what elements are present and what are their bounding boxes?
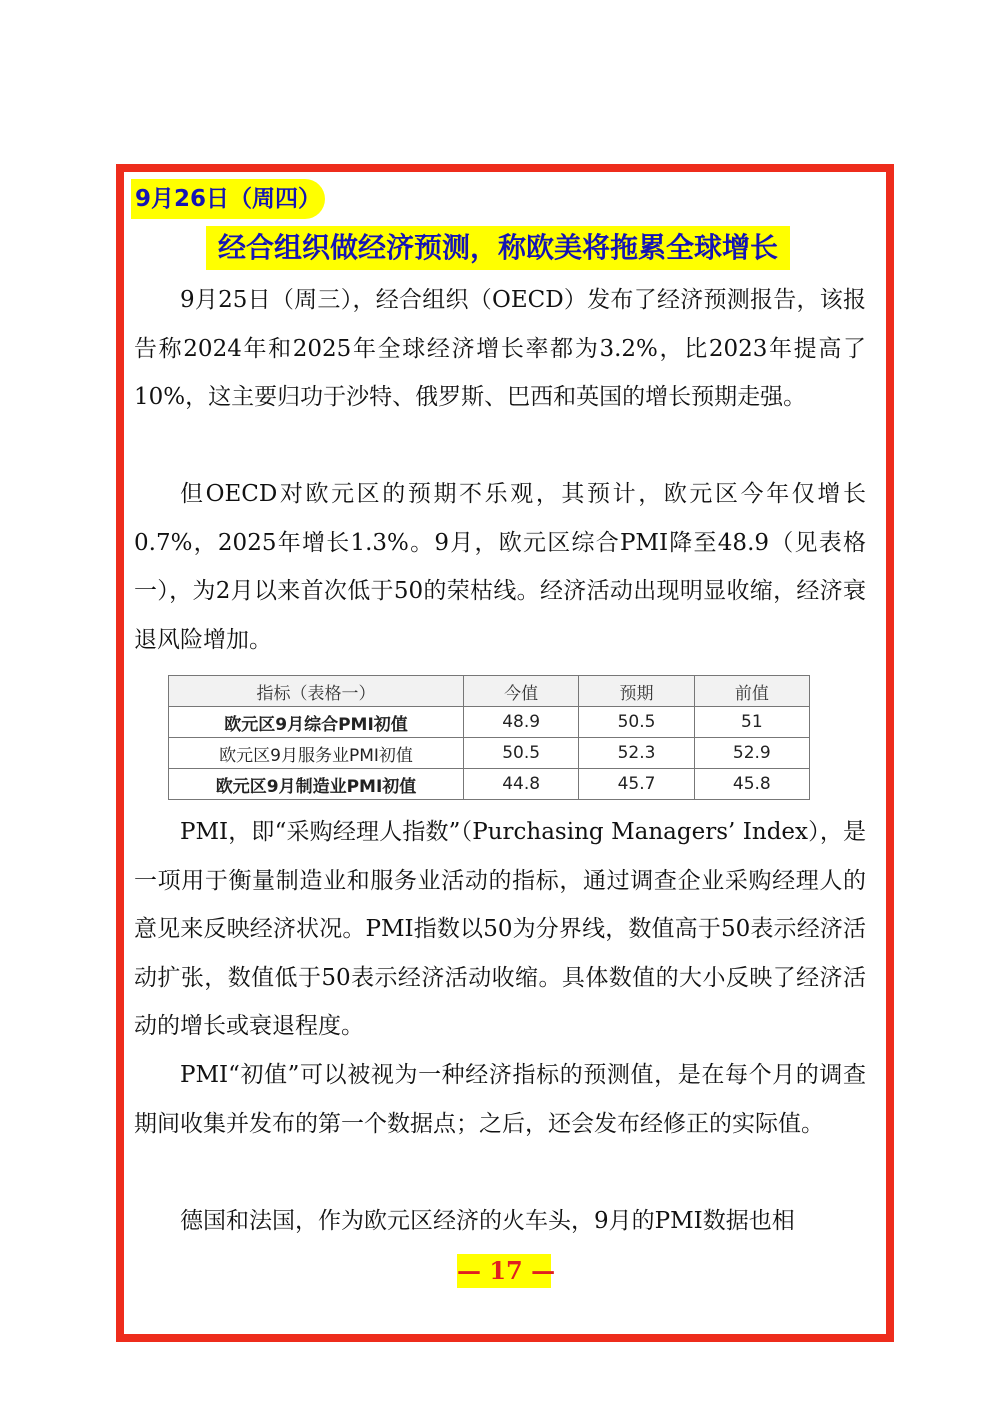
article-title: 经合组织做经济预测，称欧美将拖累全球增长 bbox=[206, 226, 790, 270]
pmi-table bbox=[168, 675, 810, 800]
table-cell-forecast: 50.5 bbox=[579, 707, 694, 738]
table-cell-previous: 45.8 bbox=[694, 769, 809, 800]
page-number: — 17 — bbox=[457, 1254, 551, 1288]
table-cell-indicator: 欧元区9月服务业PMI初值 bbox=[169, 738, 464, 769]
paragraph-eurozone-outlook: 但OECD对欧元区的预期不乐观，其预计，欧元区今年仅增长0.7%，2025年增长1.3%。9月，欧元区综合PMI降至48.9（见表格一），为2月以来首次低于50的荣枯线。经济活动出现明显收缩，经济衰退风险增加。 bbox=[134, 481, 866, 653]
table-header-indicator: 指标（表格一） bbox=[169, 676, 464, 707]
table-row bbox=[169, 707, 810, 738]
table-cell-previous: 51 bbox=[694, 707, 809, 738]
table-cell-actual: 48.9 bbox=[464, 707, 579, 738]
table-cell-indicator: 欧元区9月综合PMI初值 bbox=[169, 707, 464, 738]
paragraph-oecd-forecast: 9月25日（周三），经合组织（OECD）发布了经济预测报告，该报告称2024年和2025年全球经济增长率都为3.2%，比2023年提高了10%，这主要归功于沙特、俄罗斯、巴西和英国的增长预期走强。 bbox=[134, 287, 866, 410]
paragraph-flash-value: PMI“初值”可以被视为一种经济指标的预测值，是在每个月的调查期间收集并发布的第一个数据点；之后，还会发布经修正的实际值。 bbox=[134, 1062, 866, 1137]
table-cell-forecast: 45.7 bbox=[579, 769, 694, 800]
table-row bbox=[169, 769, 810, 800]
table-cell-actual: 44.8 bbox=[464, 769, 579, 800]
table-cell-previous: 52.9 bbox=[694, 738, 809, 769]
paragraph-pmi-definition: PMI，即“采购经理人指数”（Purchasing Managers’ Index），是一项用于衡量制造业和服务业活动的指标，通过调查企业采购经理人的意见来反映经济状况。PMI指数以50为分界线，数值高于50表示经济活动扩张，数值低于50表示经济活动收缩。具体数值的大小反映了经济活动的增长或衰退程度。 bbox=[134, 819, 866, 1039]
table-cell-actual: 50.5 bbox=[464, 738, 579, 769]
table-row bbox=[169, 738, 810, 769]
table-header-actual: 今值 bbox=[464, 676, 579, 707]
table-cell-indicator: 欧元区9月制造业PMI初值 bbox=[169, 769, 464, 800]
table-header-row bbox=[169, 676, 810, 707]
date-label: 9月26日（周四） bbox=[131, 179, 325, 219]
table-header-previous: 前值 bbox=[694, 676, 809, 707]
table-cell-forecast: 52.3 bbox=[579, 738, 694, 769]
paragraph-germany-france: 德国和法国，作为欧元区经济的火车头，9月的PMI数据也相 bbox=[180, 1208, 795, 1234]
table-header-forecast: 预期 bbox=[579, 676, 694, 707]
